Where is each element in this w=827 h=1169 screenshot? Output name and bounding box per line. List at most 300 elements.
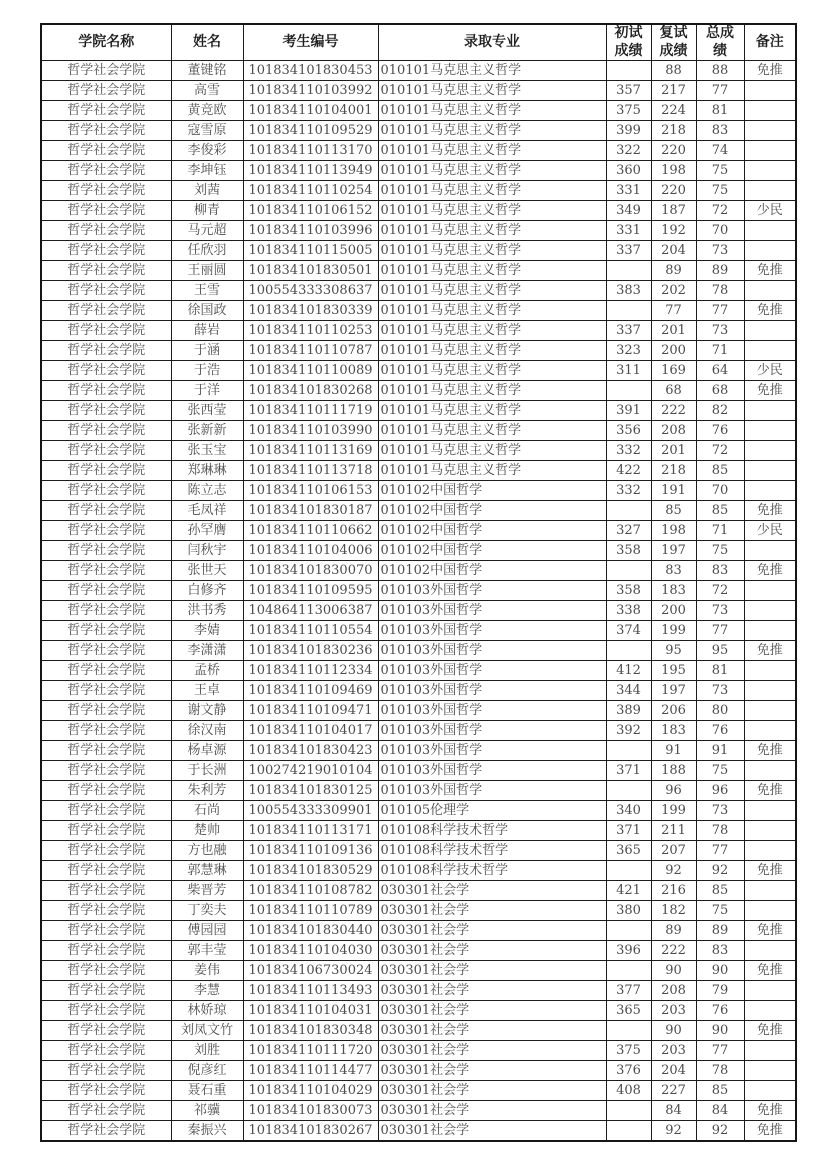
cell-retest_score: 217 (651, 81, 696, 101)
cell-retest_score: 208 (651, 421, 696, 441)
cell-name: 薛岩 (171, 321, 243, 341)
cell-college: 哲学社会学院 (41, 141, 171, 161)
cell-name: 李俊彩 (171, 141, 243, 161)
cell-retest_score: 201 (651, 321, 696, 341)
cell-name: 李婧 (171, 621, 243, 641)
cell-total_score: 73 (696, 801, 744, 821)
cell-remark (744, 541, 796, 561)
cell-initial_score (606, 1121, 651, 1142)
cell-major: 030301社会学 (378, 961, 606, 981)
cell-college: 哲学社会学院 (41, 81, 171, 101)
cell-total_score: 77 (696, 1041, 744, 1061)
cell-retest_score: 187 (651, 201, 696, 221)
cell-remark (744, 321, 796, 341)
table-row (41, 901, 796, 921)
table-row (41, 261, 796, 281)
cell-college: 哲学社会学院 (41, 281, 171, 301)
table-row (41, 281, 796, 301)
cell-major: 030301社会学 (378, 1081, 606, 1101)
cell-remark (744, 881, 796, 901)
cell-remark (744, 581, 796, 601)
table-row (41, 821, 796, 841)
cell-initial_score: 374 (606, 621, 651, 641)
cell-college: 哲学社会学院 (41, 401, 171, 421)
cell-name: 王丽圆 (171, 261, 243, 281)
cell-college: 哲学社会学院 (41, 341, 171, 361)
cell-candidate_id: 101834110108782 (243, 881, 378, 901)
cell-major: 010101马克思主义哲学 (378, 241, 606, 261)
cell-initial_score: 327 (606, 521, 651, 541)
cell-total_score: 85 (696, 501, 744, 521)
cell-college: 哲学社会学院 (41, 441, 171, 461)
table-row (41, 421, 796, 441)
cell-total_score: 72 (696, 201, 744, 221)
table-row (41, 661, 796, 681)
cell-candidate_id: 100274219010104 (243, 761, 378, 781)
cell-retest_score: 199 (651, 801, 696, 821)
cell-total_score: 76 (696, 721, 744, 741)
cell-name: 郭丰莹 (171, 941, 243, 961)
cell-total_score: 77 (696, 841, 744, 861)
cell-retest_score: 227 (651, 1081, 696, 1101)
cell-candidate_id: 101834110115005 (243, 241, 378, 261)
cell-remark (744, 721, 796, 741)
cell-name: 林娇琼 (171, 1001, 243, 1021)
cell-name: 祁骥 (171, 1101, 243, 1121)
cell-college: 哲学社会学院 (41, 1101, 171, 1121)
table-row (41, 1101, 796, 1121)
cell-name: 于浩 (171, 361, 243, 381)
table-row (41, 381, 796, 401)
cell-initial_score: 338 (606, 601, 651, 621)
table-row (41, 541, 796, 561)
cell-initial_score: 396 (606, 941, 651, 961)
cell-remark (744, 81, 796, 101)
cell-name: 黄竞欧 (171, 101, 243, 121)
cell-name: 傅园园 (171, 921, 243, 941)
cell-total_score: 85 (696, 461, 744, 481)
cell-initial_score (606, 1101, 651, 1121)
cell-candidate_id: 101834110103996 (243, 221, 378, 241)
cell-retest_score: 203 (651, 1001, 696, 1021)
cell-college: 哲学社会学院 (41, 741, 171, 761)
cell-candidate_id: 101834110113493 (243, 981, 378, 1001)
cell-major: 030301社会学 (378, 941, 606, 961)
cell-remark (744, 701, 796, 721)
cell-total_score: 92 (696, 1121, 744, 1142)
cell-candidate_id: 101834110111720 (243, 1041, 378, 1061)
cell-initial_score: 380 (606, 901, 651, 921)
cell-candidate_id: 100554333309901 (243, 801, 378, 821)
cell-retest_score: 183 (651, 721, 696, 741)
cell-major: 030301社会学 (378, 881, 606, 901)
column-header-name: 姓名 (171, 24, 243, 61)
cell-initial_score: 399 (606, 121, 651, 141)
cell-college: 哲学社会学院 (41, 981, 171, 1001)
cell-name: 高雪 (171, 81, 243, 101)
cell-total_score: 75 (696, 541, 744, 561)
cell-major: 010101马克思主义哲学 (378, 261, 606, 281)
cell-initial_score: 337 (606, 321, 651, 341)
cell-total_score: 96 (696, 781, 744, 801)
cell-remark (744, 661, 796, 681)
cell-candidate_id: 101834110109595 (243, 581, 378, 601)
cell-total_score: 90 (696, 1021, 744, 1041)
cell-college: 哲学社会学院 (41, 661, 171, 681)
cell-name: 张世天 (171, 561, 243, 581)
cell-remark (744, 801, 796, 821)
cell-total_score: 75 (696, 161, 744, 181)
cell-candidate_id: 101834101830501 (243, 261, 378, 281)
cell-major: 010108科学技术哲学 (378, 821, 606, 841)
table-row (41, 801, 796, 821)
cell-major: 010105伦理学 (378, 801, 606, 821)
cell-total_score: 73 (696, 601, 744, 621)
cell-total_score: 80 (696, 701, 744, 721)
cell-college: 哲学社会学院 (41, 701, 171, 721)
cell-major: 010103外国哲学 (378, 781, 606, 801)
cell-remark: 免推 (744, 641, 796, 661)
cell-candidate_id: 101834101830125 (243, 781, 378, 801)
cell-remark (744, 1041, 796, 1061)
cell-initial_score (606, 501, 651, 521)
cell-candidate_id: 101834110110789 (243, 901, 378, 921)
cell-total_score: 75 (696, 181, 744, 201)
cell-name: 丁奕夫 (171, 901, 243, 921)
cell-name: 倪彦红 (171, 1061, 243, 1081)
cell-name: 白修齐 (171, 581, 243, 601)
cell-name: 闫秋宇 (171, 541, 243, 561)
cell-retest_score: 92 (651, 861, 696, 881)
cell-college: 哲学社会学院 (41, 721, 171, 741)
cell-name: 杨卓源 (171, 741, 243, 761)
table-row (41, 321, 796, 341)
cell-major: 010101马克思主义哲学 (378, 101, 606, 121)
cell-college: 哲学社会学院 (41, 1081, 171, 1101)
cell-initial_score: 371 (606, 821, 651, 841)
cell-total_score: 85 (696, 1081, 744, 1101)
cell-candidate_id: 101834101830529 (243, 861, 378, 881)
cell-remark (744, 121, 796, 141)
cell-initial_score: 331 (606, 181, 651, 201)
cell-candidate_id: 101834110110662 (243, 521, 378, 541)
table-row (41, 1041, 796, 1061)
table-row (41, 681, 796, 701)
cell-initial_score: 332 (606, 441, 651, 461)
table-row (41, 201, 796, 221)
cell-college: 哲学社会学院 (41, 1061, 171, 1081)
cell-initial_score: 408 (606, 1081, 651, 1101)
cell-major: 010102中国哲学 (378, 561, 606, 581)
table-row (41, 361, 796, 381)
cell-name: 张新新 (171, 421, 243, 441)
cell-retest_score: 220 (651, 141, 696, 161)
cell-remark (744, 681, 796, 701)
cell-total_score: 75 (696, 901, 744, 921)
cell-retest_score: 197 (651, 541, 696, 561)
cell-major: 010101马克思主义哲学 (378, 61, 606, 81)
cell-candidate_id: 101834101830348 (243, 1021, 378, 1041)
cell-initial_score: 357 (606, 81, 651, 101)
cell-candidate_id: 101834110103990 (243, 421, 378, 441)
cell-name: 于长洲 (171, 761, 243, 781)
cell-candidate_id: 101834101830236 (243, 641, 378, 661)
cell-college: 哲学社会学院 (41, 361, 171, 381)
cell-candidate_id: 104864113006387 (243, 601, 378, 621)
cell-major: 010108科学技术哲学 (378, 861, 606, 881)
cell-name: 毛凤祥 (171, 501, 243, 521)
admission-list-sheet (40, 23, 797, 1142)
cell-remark: 少民 (744, 521, 796, 541)
cell-initial_score: 412 (606, 661, 651, 681)
cell-total_score: 76 (696, 1001, 744, 1021)
cell-major: 010103外国哲学 (378, 741, 606, 761)
cell-candidate_id: 101834110113170 (243, 141, 378, 161)
cell-college: 哲学社会学院 (41, 501, 171, 521)
cell-remark: 免推 (744, 961, 796, 981)
cell-college: 哲学社会学院 (41, 61, 171, 81)
cell-retest_score: 207 (651, 841, 696, 861)
cell-initial_score: 391 (606, 401, 651, 421)
cell-retest_score: 89 (651, 261, 696, 281)
table-row (41, 1021, 796, 1041)
cell-major: 010101马克思主义哲学 (378, 201, 606, 221)
column-header-major: 录取专业 (378, 24, 606, 61)
cell-candidate_id: 101834110110254 (243, 181, 378, 201)
cell-remark (744, 941, 796, 961)
cell-name: 王雪 (171, 281, 243, 301)
cell-college: 哲学社会学院 (41, 761, 171, 781)
cell-remark (744, 221, 796, 241)
table-row (41, 81, 796, 101)
column-header-initial_score: 初试成绩 (606, 24, 651, 61)
cell-name: 孟桥 (171, 661, 243, 681)
table-row (41, 101, 796, 121)
table-row (41, 941, 796, 961)
table-row (41, 61, 796, 81)
cell-initial_score (606, 381, 651, 401)
cell-name: 陈立志 (171, 481, 243, 501)
cell-total_score: 85 (696, 881, 744, 901)
cell-major: 010101马克思主义哲学 (378, 361, 606, 381)
cell-remark (744, 821, 796, 841)
table-row (41, 1061, 796, 1081)
cell-remark (744, 341, 796, 361)
cell-candidate_id: 101834110112334 (243, 661, 378, 681)
cell-remark: 免推 (744, 781, 796, 801)
cell-retest_score: 96 (651, 781, 696, 801)
cell-college: 哲学社会学院 (41, 521, 171, 541)
cell-college: 哲学社会学院 (41, 101, 171, 121)
cell-initial_score: 337 (606, 241, 651, 261)
cell-initial_score (606, 641, 651, 661)
cell-initial_score (606, 961, 651, 981)
cell-name: 柳青 (171, 201, 243, 221)
cell-candidate_id: 101834110104001 (243, 101, 378, 121)
table-head (41, 24, 796, 61)
cell-total_score: 71 (696, 341, 744, 361)
cell-initial_score: 311 (606, 361, 651, 381)
cell-remark (744, 1061, 796, 1081)
admission-table (40, 23, 797, 1142)
cell-name: 刘凤文竹 (171, 1021, 243, 1041)
cell-name: 方也融 (171, 841, 243, 861)
cell-total_score: 81 (696, 661, 744, 681)
cell-total_score: 95 (696, 641, 744, 661)
cell-initial_score: 375 (606, 1041, 651, 1061)
cell-remark (744, 1081, 796, 1101)
table-row (41, 621, 796, 641)
column-header-total_score: 总成绩 (696, 24, 744, 61)
cell-total_score: 78 (696, 1061, 744, 1081)
cell-name: 任欣羽 (171, 241, 243, 261)
cell-retest_score: 88 (651, 61, 696, 81)
cell-candidate_id: 101834110109529 (243, 121, 378, 141)
cell-remark (744, 281, 796, 301)
cell-major: 010101马克思主义哲学 (378, 161, 606, 181)
table-row (41, 781, 796, 801)
cell-college: 哲学社会学院 (41, 321, 171, 341)
cell-college: 哲学社会学院 (41, 601, 171, 621)
cell-retest_score: 202 (651, 281, 696, 301)
cell-initial_score: 322 (606, 141, 651, 161)
table-row (41, 721, 796, 741)
table-row (41, 1001, 796, 1021)
cell-name: 刘茜 (171, 181, 243, 201)
cell-remark (744, 161, 796, 181)
cell-major: 030301社会学 (378, 1101, 606, 1121)
cell-remark: 免推 (744, 61, 796, 81)
table-row (41, 121, 796, 141)
column-header-remark: 备注 (744, 24, 796, 61)
cell-major: 030301社会学 (378, 1001, 606, 1021)
table-row (41, 521, 796, 541)
table-row (41, 141, 796, 161)
cell-name: 徐汉南 (171, 721, 243, 741)
cell-total_score: 83 (696, 121, 744, 141)
cell-total_score: 92 (696, 861, 744, 881)
cell-initial_score: 349 (606, 201, 651, 221)
cell-name: 于涵 (171, 341, 243, 361)
cell-candidate_id: 101834110111719 (243, 401, 378, 421)
cell-name: 谢文静 (171, 701, 243, 721)
cell-candidate_id: 100554333308637 (243, 281, 378, 301)
cell-remark (744, 481, 796, 501)
table-row (41, 981, 796, 1001)
cell-retest_score: 208 (651, 981, 696, 1001)
cell-major: 010103外国哲学 (378, 661, 606, 681)
cell-college: 哲学社会学院 (41, 781, 171, 801)
cell-candidate_id: 101834110109136 (243, 841, 378, 861)
cell-name: 朱利芳 (171, 781, 243, 801)
table-row (41, 921, 796, 941)
cell-initial_score: 375 (606, 101, 651, 121)
cell-total_score: 71 (696, 521, 744, 541)
cell-remark (744, 1001, 796, 1021)
table-row (41, 961, 796, 981)
cell-remark (744, 441, 796, 461)
cell-major: 010103外国哲学 (378, 761, 606, 781)
cell-candidate_id: 101834101830268 (243, 381, 378, 401)
cell-total_score: 77 (696, 81, 744, 101)
cell-retest_score: 198 (651, 161, 696, 181)
table-row (41, 161, 796, 181)
cell-candidate_id: 101834101830440 (243, 921, 378, 941)
cell-retest_score: 198 (651, 521, 696, 541)
table-row (41, 761, 796, 781)
cell-college: 哲学社会学院 (41, 161, 171, 181)
cell-retest_score: 188 (651, 761, 696, 781)
cell-total_score: 89 (696, 921, 744, 941)
cell-name: 石尚 (171, 801, 243, 821)
cell-retest_score: 95 (651, 641, 696, 661)
cell-retest_score: 203 (651, 1041, 696, 1061)
cell-candidate_id: 101834110110554 (243, 621, 378, 641)
cell-major: 010101马克思主义哲学 (378, 81, 606, 101)
table-header-row (41, 24, 796, 61)
cell-candidate_id: 101834110104031 (243, 1001, 378, 1021)
cell-major: 010101马克思主义哲学 (378, 341, 606, 361)
cell-initial_score: 360 (606, 161, 651, 181)
table-row (41, 1081, 796, 1101)
cell-initial_score: 365 (606, 841, 651, 861)
cell-remark: 免推 (744, 301, 796, 321)
cell-total_score: 89 (696, 261, 744, 281)
cell-total_score: 64 (696, 361, 744, 381)
cell-name: 楚帅 (171, 821, 243, 841)
cell-remark: 免推 (744, 1021, 796, 1041)
cell-major: 010101马克思主义哲学 (378, 421, 606, 441)
cell-retest_score: 204 (651, 241, 696, 261)
cell-retest_score: 192 (651, 221, 696, 241)
cell-initial_score (606, 301, 651, 321)
cell-initial_score: 377 (606, 981, 651, 1001)
cell-college: 哲学社会学院 (41, 941, 171, 961)
cell-candidate_id: 101834101830187 (243, 501, 378, 521)
cell-retest_score: 200 (651, 601, 696, 621)
cell-remark (744, 981, 796, 1001)
cell-remark (744, 901, 796, 921)
cell-retest_score: 199 (651, 621, 696, 641)
cell-retest_score: 211 (651, 821, 696, 841)
cell-retest_score: 222 (651, 401, 696, 421)
cell-initial_score: 365 (606, 1001, 651, 1021)
cell-initial_score (606, 1021, 651, 1041)
cell-name: 张西莹 (171, 401, 243, 421)
cell-initial_score (606, 561, 651, 581)
cell-candidate_id: 101834101830073 (243, 1101, 378, 1121)
cell-name: 张玉宝 (171, 441, 243, 461)
cell-college: 哲学社会学院 (41, 1121, 171, 1142)
cell-college: 哲学社会学院 (41, 421, 171, 441)
cell-retest_score: 90 (651, 1021, 696, 1041)
cell-candidate_id: 101834110104017 (243, 721, 378, 741)
cell-candidate_id: 101834110110787 (243, 341, 378, 361)
cell-major: 030301社会学 (378, 901, 606, 921)
cell-total_score: 73 (696, 321, 744, 341)
cell-retest_score: 206 (651, 701, 696, 721)
table-row (41, 401, 796, 421)
cell-remark: 少民 (744, 361, 796, 381)
cell-retest_score: 89 (651, 921, 696, 941)
cell-initial_score (606, 781, 651, 801)
cell-retest_score: 222 (651, 941, 696, 961)
cell-total_score: 72 (696, 441, 744, 461)
cell-college: 哲学社会学院 (41, 241, 171, 261)
cell-initial_score: 356 (606, 421, 651, 441)
cell-candidate_id: 101834110104029 (243, 1081, 378, 1101)
cell-name: 郭慧琳 (171, 861, 243, 881)
